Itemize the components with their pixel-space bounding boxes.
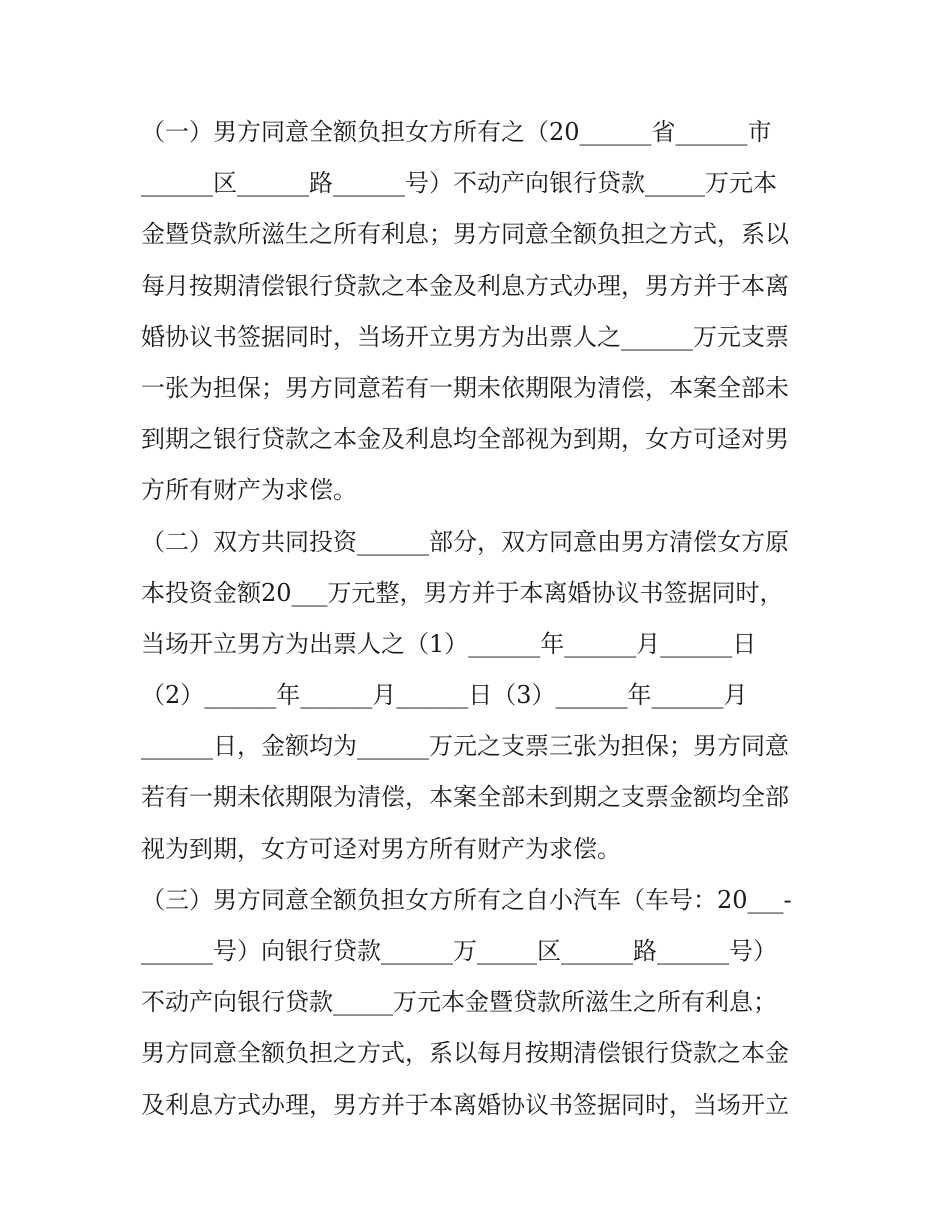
text-line-8: 方所有财产为求偿。 — [141, 476, 357, 505]
text-line-6: 一张为担保；男方同意若有一期未依期限为清偿，本案全部未 — [141, 373, 789, 402]
text-line-14: 若有一期未依期限为清偿，本案全部未到期之支票金额均全部 — [141, 783, 789, 812]
text-line-20: 及利息方式办理，男方并于本离婚协议书签据同时，当场开立 — [141, 1090, 789, 1119]
text-line-9: （二）双方共同投资______部分，双方同意由男方清偿女方原 — [141, 527, 789, 556]
document-body — [141, 107, 821, 1131]
text-line-16: （三）男方同意全额负担女方所有之自小汽车（车号：20___- — [141, 885, 792, 914]
text-line-17: ______号）向银行贷款______万_____区______路______号） — [141, 937, 777, 965]
text-line-3: 金暨贷款所滋生之所有利息；男方同意全额负担之方式，系以 — [141, 220, 789, 249]
text-line-11: 当场开立男方为出票人之（1）______年______月______日 — [141, 629, 757, 658]
text-line-13: ______日，金额均为______万元之支票三张为担保；男方同意 — [141, 732, 789, 761]
text-line-18: 不动产向银行贷款_____万元本金暨贷款所滋生之所有利息； — [141, 988, 777, 1017]
text-line-2: ______区______路______号）不动产向银行贷款_____万元本 — [141, 169, 777, 198]
text-line-15: 视为到期，女方可迳对男方所有财产为求偿。 — [141, 834, 621, 863]
text-line-7: 到期之银行贷款之本金及利息均全部视为到期，女方可迳对男 — [141, 425, 789, 454]
text-line-10: 本投资金额20___万元整，男方并于本离婚协议书签据同时， — [141, 578, 784, 607]
text-line-1: （一）男方同意全额负担女方所有之（20______省______市 — [141, 118, 772, 146]
text-line-4: 每月按期清偿银行贷款之本金及利息方式办理，男方并于本离 — [141, 271, 789, 300]
text-line-12: （2）______年______月______日（3）______年______月 — [141, 681, 748, 710]
text-line-19: 男方同意全额负担之方式，系以每月按期清偿银行贷款之本金 — [141, 1039, 789, 1068]
text-line-5: 婚协议书签据同时，当场开立男方为出票人之______万元支票 — [141, 322, 789, 351]
